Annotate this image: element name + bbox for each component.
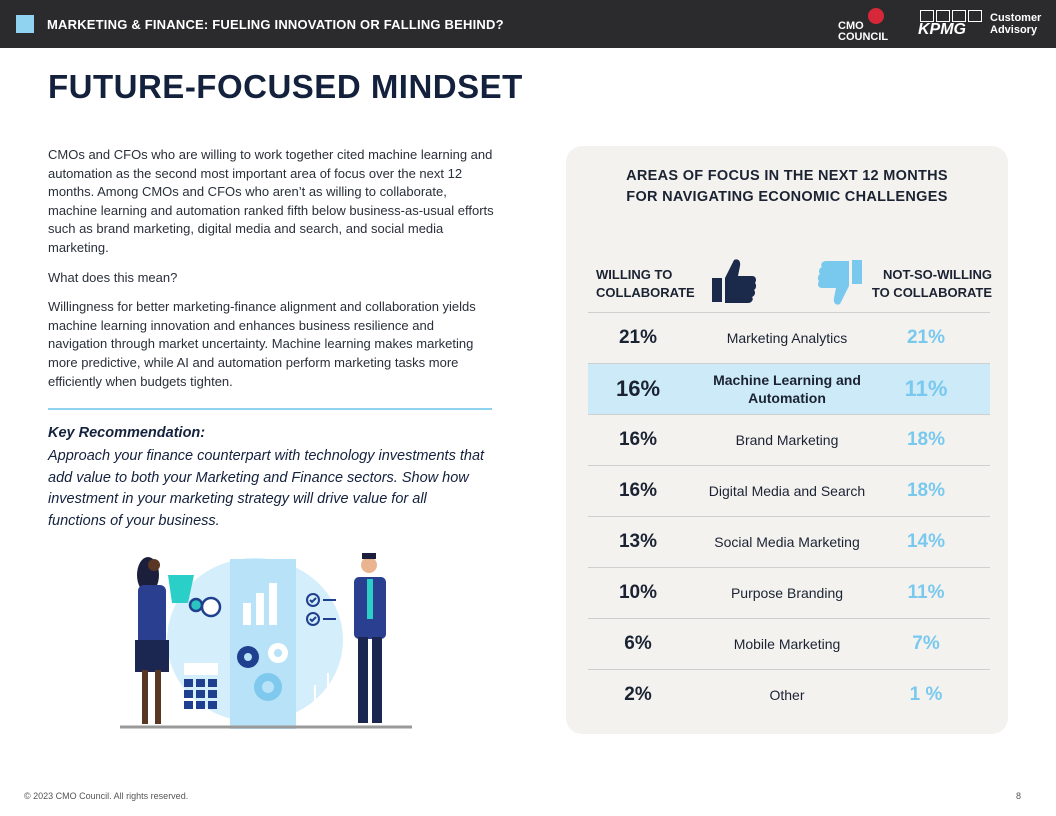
paragraph: What does this mean? (48, 269, 178, 285)
page-heading: FUTURE-FOCUSED MINDSET (48, 68, 523, 105)
divider (48, 408, 492, 410)
not-willing-value: 1 % (909, 684, 943, 705)
man-figure (354, 553, 386, 723)
table-row (588, 312, 990, 363)
table-row (588, 567, 990, 618)
willing-value: 2% (624, 684, 652, 705)
focus-area-label: Mobile Marketing (733, 636, 841, 652)
not-willing-value: 7% (912, 633, 940, 654)
paragraph: CMOs and CFOs who are willing to work together cited machine learning and automation as the second most important area of focus over the next 12 months. Among CMOs and CFOs who aren’t as willing to collaborate, machine learning and automation ranked fifth below business-as-usual efforts such as brand marketing, digital media and search, and social media marketing. (48, 147, 494, 255)
accent-square (16, 15, 34, 33)
thumbs-down-icon (816, 258, 864, 308)
collaboration-illustration (110, 545, 420, 735)
focus-area-label: Purpose Branding (730, 585, 844, 601)
not-willing-value: 11% (907, 582, 945, 603)
recommendation-title: Key Recommendation: (48, 425, 206, 441)
top-bar (0, 0, 1056, 48)
paragraph: Willingness for better marketing-finance alignment and collaboration yields machine learning innovation and enhances business resilience and navigation through market uncertainty. Machine learning makes marketing more predictive, while AI and automation perform marketing tasks more efficiently when budgets tighten. (48, 299, 476, 389)
table-row (588, 618, 990, 669)
table-row (588, 516, 990, 567)
focus-area-label: Other (769, 687, 805, 703)
focus-area-label: Marketing Analytics (726, 330, 848, 346)
willing-value: 16% (618, 480, 658, 501)
willing-value: 6% (624, 633, 652, 654)
copyright: © 2023 CMO Council. All rights reserved. (24, 791, 189, 801)
document-title: MARKETING & FINANCE: FUELING INNOVATION OR FALLING BEHIND? (47, 17, 504, 32)
body-text (48, 146, 496, 402)
not-willing-value: 21% (906, 327, 946, 348)
not-willing-value: 14% (906, 531, 946, 552)
willing-value: 16% (618, 429, 658, 450)
woman-figure (135, 557, 169, 724)
table-row (588, 669, 990, 720)
recommendation-body: Approach your finance counterpart with technology investments that add value to both your Marketing and Finance sectors. Show how investment in your marketing strategy will drive value for all functions of your business. (48, 448, 485, 529)
focus-area-label: Brand Marketing (735, 432, 839, 448)
not-willing-value: 11% (904, 376, 948, 401)
kpmg-logo: KPMG (918, 10, 978, 38)
focus-area-label: Social Media Marketing (714, 534, 860, 550)
not-willing-value: 18% (906, 480, 946, 501)
willing-value: 10% (618, 582, 658, 603)
customer-advisory-logo: Customer Advisory (990, 12, 1042, 36)
not-willing-column-header: NOT-SO-WILLING TO COLLABORATE (871, 267, 992, 300)
table-row (588, 414, 990, 465)
willing-column-header: WILLING TO COLLABORATE (596, 267, 695, 300)
table-row (588, 465, 990, 516)
table-row-highlighted (588, 363, 990, 414)
not-willing-value: 18% (906, 429, 946, 450)
page-number: 8 (1016, 791, 1022, 801)
focus-areas-table (588, 312, 990, 720)
panel-title: AREAS OF FOCUS IN THE NEXT 12 MONTHS FOR NAVIGATING ECONOMIC CHALLENGES (626, 168, 948, 205)
thumbs-up-icon (710, 256, 758, 306)
willing-value: 21% (618, 327, 658, 348)
focus-area-label: Digital Media and Search (708, 483, 866, 499)
willing-value: 13% (618, 531, 658, 552)
willing-value: 16% (615, 376, 661, 401)
focus-areas-panel (566, 146, 1008, 734)
cmo-council-logo: CMO COUNCIL (838, 10, 890, 40)
focus-area-label: Machine Learning and Automation (713, 372, 861, 406)
calculator-icon (184, 663, 218, 709)
